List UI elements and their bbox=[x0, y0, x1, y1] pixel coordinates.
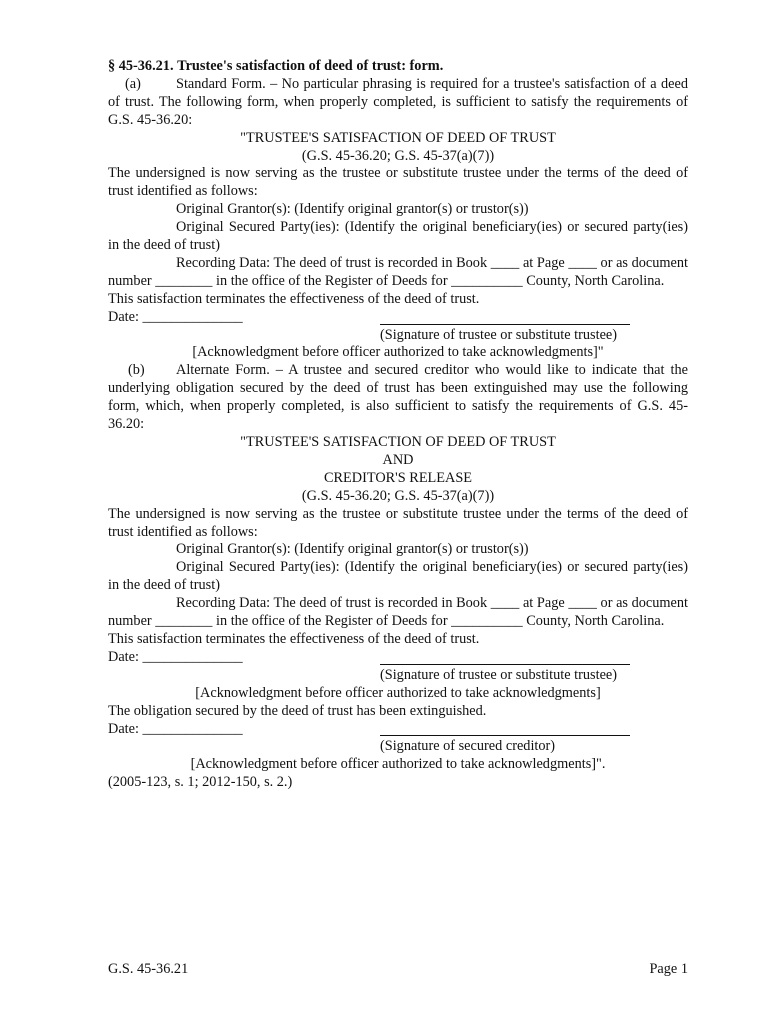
form-a-acknowledgment: [Acknowledgment before officer authorized to take acknowledgments]" bbox=[192, 344, 604, 361]
form-b-creditor-date: Date: ______________ bbox=[108, 720, 243, 737]
subsection-a-intro: (a) Standard Form. – No particular phrasing is required for a trustee's satisfaction of a deed of trust. The following form, when properly completed, is sufficient to satisfy the requirements of G.S. 45-36.20: bbox=[108, 75, 688, 128]
statute-page bbox=[108, 58, 688, 792]
section-title: Trustee's satisfaction of deed of trust: form. bbox=[177, 58, 444, 74]
form-a-terminates: This satisfaction terminates the effectiveness of the deed of trust. bbox=[108, 290, 480, 307]
subsection-b-label: (b) bbox=[128, 362, 145, 379]
form-a-signature-line bbox=[380, 324, 630, 325]
form-a-undersigned: The undersigned is now serving as the trustee or substitute trustee under the terms of the deed of trust identified as follows: bbox=[108, 165, 688, 200]
footer-citation: G.S. 45-36.21 bbox=[108, 961, 189, 977]
section-heading bbox=[108, 58, 688, 76]
form-a-title: "TRUSTEE'S SATISFACTION OF DEED OF TRUST bbox=[240, 129, 556, 146]
form-b-creditor-signature-line bbox=[380, 735, 630, 736]
form-a-recording-data: Recording Data: The deed of trust is recorded in Book ____ at Page ____ or as document number ________ in the office of the Register of Deeds for __________ County, North Carolina. bbox=[108, 254, 688, 289]
form-b-title-line-3: CREDITOR'S RELEASE bbox=[323, 469, 473, 486]
form-b-signature-line bbox=[380, 664, 630, 665]
subsection-a-label: (a) bbox=[125, 75, 141, 92]
form-b-recording-data: Recording Data: The deed of trust is recorded in Book ____ at Page ____ or as document number ________ in the office of the Register of Deeds for __________ County, North Carolina. bbox=[108, 595, 688, 630]
section-number: § 45-36.21. bbox=[108, 58, 174, 74]
form-b-title-line-2: AND bbox=[382, 451, 414, 468]
form-b-terminates: This satisfaction terminates the effectiveness of the deed of trust. bbox=[108, 630, 480, 647]
history-note: (2005-123, s. 1; 2012-150, s. 2.) bbox=[108, 774, 293, 791]
form-a-citation: (G.S. 45-36.20; G.S. 45-37(a)(7)) bbox=[301, 147, 495, 164]
form-a-date: Date: ______________ bbox=[108, 308, 243, 325]
form-b-creditor-date-row bbox=[108, 721, 688, 739]
page-number: Page 1 bbox=[649, 961, 688, 977]
subsection-b-intro: (b) Alternate Form. – A trustee and secured creditor who would like to indicate that the underlying obligation secured by the deed of trust has been extinguished may use the following form, which, when properly completed, is also sufficient to satisfy the requirements of G.S. 45-36.20: bbox=[108, 362, 688, 433]
form-a-secured-party: Original Secured Party(ies): (Identify the original beneficiary(ies) or secured party(ies) in the deed of trust) bbox=[108, 219, 688, 254]
form-b-title-line-1: "TRUSTEE'S SATISFACTION OF DEED OF TRUST bbox=[240, 434, 556, 451]
form-a-date-row bbox=[108, 309, 688, 327]
page-footer bbox=[108, 961, 688, 978]
form-b-date: Date: ______________ bbox=[108, 648, 243, 665]
form-b-extinguished: The obligation secured by the deed of trust has been extinguished. bbox=[108, 702, 487, 719]
form-b-secured-party: Original Secured Party(ies): (Identify the original beneficiary(ies) or secured party(ies) in the deed of trust) bbox=[108, 559, 688, 594]
form-a-signature-caption: (Signature of trustee or substitute trustee) bbox=[380, 326, 618, 343]
form-b-citation: (G.S. 45-36.20; G.S. 45-37(a)(7)) bbox=[301, 487, 495, 504]
form-b-grantor: Original Grantor(s): (Identify original grantor(s) or trustor(s)) bbox=[176, 541, 529, 558]
form-b-acknowledgment: [Acknowledgment before officer authorized to take acknowledgments] bbox=[195, 684, 601, 701]
form-a-grantor: Original Grantor(s): (Identify original grantor(s) or trustor(s)) bbox=[176, 201, 529, 218]
form-b-creditor-acknowledgment: [Acknowledgment before officer authorized to take acknowledgments]". bbox=[190, 756, 606, 773]
form-b-creditor-signature-caption: (Signature of secured creditor) bbox=[380, 738, 556, 755]
form-b-signature-caption: (Signature of trustee or substitute trustee) bbox=[380, 666, 618, 683]
form-b-date-row bbox=[108, 649, 688, 667]
form-b-undersigned: The undersigned is now serving as the trustee or substitute trustee under the terms of the deed of trust identified as follows: bbox=[108, 505, 688, 540]
